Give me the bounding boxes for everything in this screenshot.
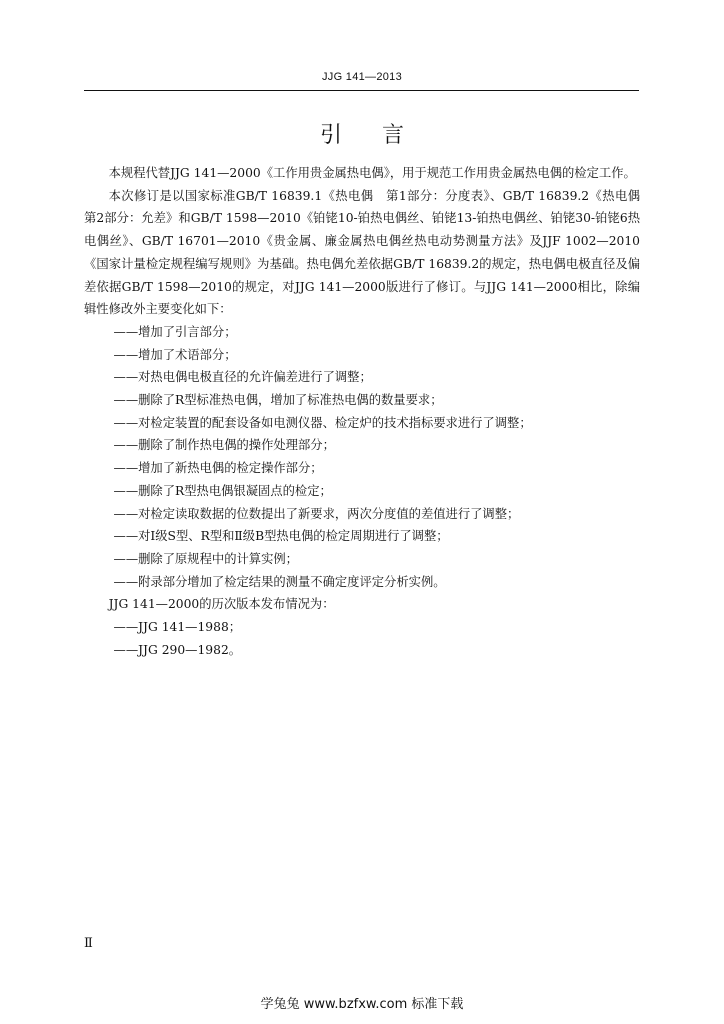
- revision-paragraph: 本次修订是以国家标准GB/T 16839.1《热电偶 第1部分：分度表》、GB/T 16839.2《热电偶 第2部分：允差》和GB/T 1598—2010《铂铑10-铂热电偶丝、铂铑13-铂热电偶丝、铂铑30-铂铑6热电偶丝》、GB/T 16701—2010《贵金属、廉金属热电偶丝热电动势测量方法》及JJF 1002—2010《国家计量检定规程编写规则》为基础。热电偶允差依据GB/T 16839.2的规定，热电偶电极直径及偏差依据GB/T 1598—2010的规定，对JJG 141—2000版进行了修订。与JJG 141—2000相比，除编辑性修改外主要变化如下：: [84, 188, 653, 317]
- change-item: ——增加了术语部分；: [113, 347, 237, 362]
- change-item: ——增加了新热电偶的检定操作部分；: [113, 461, 323, 476]
- change-item: ——对热电偶电极直径的允许偏差进行了调整；: [113, 370, 372, 385]
- document-body: [84, 162, 653, 661]
- change-item: ——对检定装置的配套设备如电测仪器、检定炉的技术指标要求进行了调整；: [113, 415, 532, 430]
- intro-paragraph: 本规程代替JJG 141—2000《工作用贵金属热电偶》，用于规范工作用贵金属热电偶的检定工作。: [108, 166, 636, 180]
- change-item: ——对检定读取数据的位数提出了新要求，两次分度值的差值进行了调整；: [113, 506, 520, 521]
- change-item: ——删除了R型标准热电偶，增加了标准热电偶的数量要求；: [113, 393, 443, 408]
- history-item: ——JJG 290—1982。: [113, 642, 242, 657]
- change-item: ——附录部分增加了检定结果的测量不确定度评定分析实例。: [113, 574, 446, 589]
- change-item: ——删除了R型热电偶银凝固点的检定；: [113, 483, 332, 498]
- history-item: ——JJG 141—1988；: [113, 620, 242, 635]
- footer-watermark: 学兔兔 www.bzfxw.com 标准下载: [260, 997, 464, 1012]
- document-code-header: JJG 141—2013: [321, 71, 403, 83]
- change-item: ——删除了原规程中的计算实例；: [113, 551, 298, 566]
- history-heading: JJG 141—2000的历次版本发布情况为：: [108, 597, 335, 612]
- header-divider: [84, 90, 639, 91]
- change-item: ——删除了制作热电偶的操作处理部分；: [113, 438, 335, 453]
- change-item: ——对Ⅰ级S型、R型和Ⅱ级B型热电偶的检定周期进行了调整；: [113, 529, 449, 544]
- page-number: Ⅱ: [84, 936, 93, 951]
- change-item: ——增加了引言部分；: [113, 324, 237, 339]
- page-title: 引言: [319, 123, 444, 148]
